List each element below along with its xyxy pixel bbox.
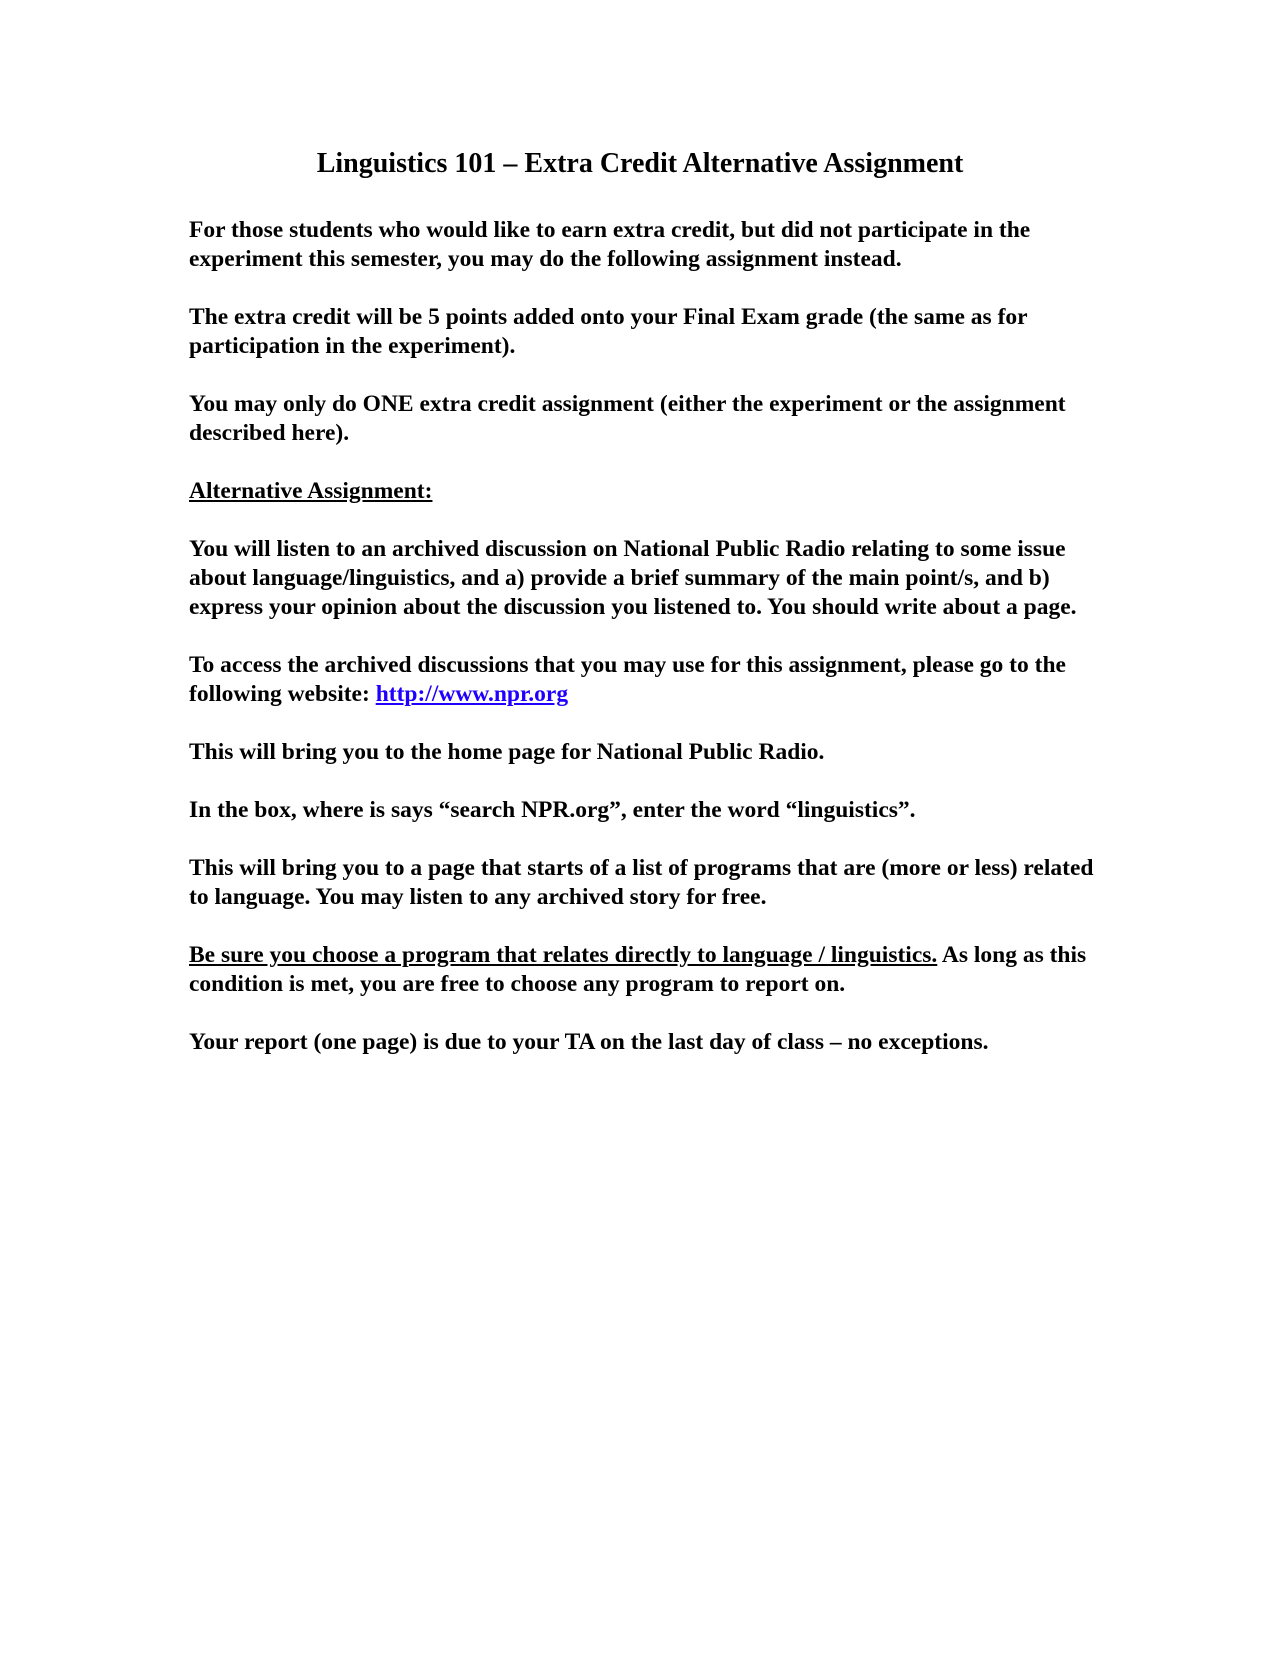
intro-paragraph: For those students who would like to earn extra credit, but did not participate in the experiment this semester, you may do the following assignment instead. <box>189 217 1031 272</box>
condition-underlined: Be sure you choose a program that relates directly to language / linguistics. <box>189 942 938 968</box>
npr-link[interactable]: http://www.npr.org <box>375 681 569 707</box>
document-title: Linguistics 101 – Extra Credit Alternative Assignment <box>316 148 964 179</box>
due-paragraph: Your report (one page) is due to your TA on the last day of class – no exceptions. <box>189 1029 989 1055</box>
condition-paragraph <box>189 941 1109 999</box>
access-paragraph <box>189 651 1109 709</box>
section-heading-text: Alternative Assignment: <box>189 478 433 504</box>
document-body <box>189 216 1109 1086</box>
search-paragraph: In the box, where is says “search NPR.org”, enter the word “linguistics”. <box>189 797 916 823</box>
access-text: To access the archived discussions that you may use for this assignment, please go to the following website: <box>189 652 1066 707</box>
homepage-paragraph: This will bring you to the home page for National Public Radio. <box>189 739 825 765</box>
assignment-paragraph: You will listen to an archived discussion on National Public Radio relating to some issue about language/linguistics, and a) provide a brief summary of the main point/s, and b) express your opinion about the discussion you listened to. You should write about a page. <box>189 536 1077 620</box>
limit-paragraph: You may only do ONE extra credit assignment (either the experiment or the assignment described here). <box>189 391 1066 446</box>
condition-rest: As long as this condition is met, you are free to choose any program to report on. <box>189 942 1087 997</box>
results-paragraph: This will bring you to a page that starts of a list of programs that are (more or less) related to language. You may listen to any archived story for free. <box>189 855 1094 910</box>
credit-paragraph: The extra credit will be 5 points added onto your Final Exam grade (the same as for participation in the experiment). <box>189 304 1028 359</box>
section-heading <box>189 477 1109 506</box>
